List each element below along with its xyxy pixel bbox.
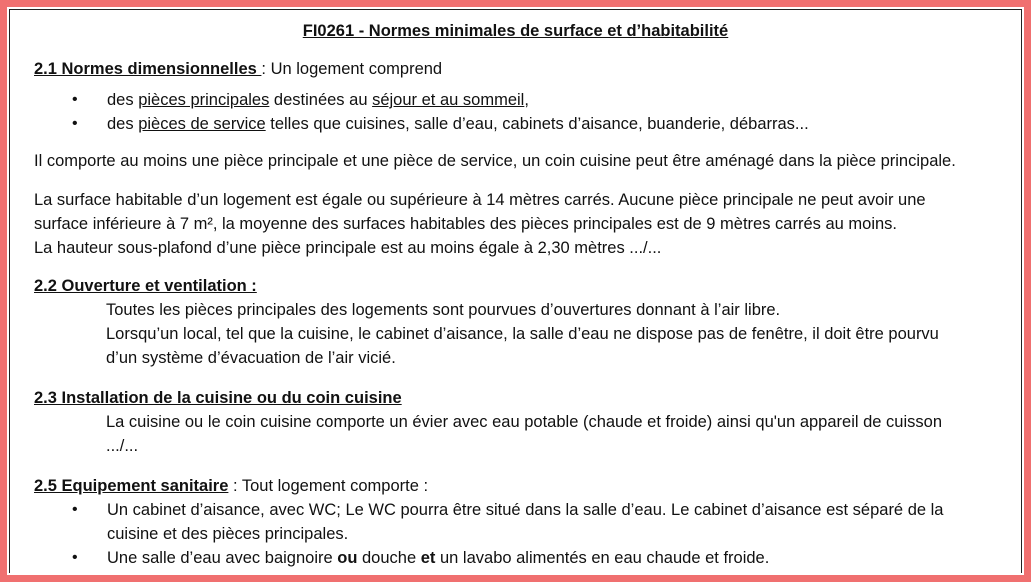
text-run: telles que cuisines, salle d’eau, cabinets d’aisance, buanderie, débarras... [265,115,809,133]
paragraph: Il comporte au moins une pièce principale et une pièce de service, un coin cuisine peut être aménagé dans la pièce principale. [34,152,956,170]
paragraph-line: La surface habitable d’un logement est égale ou supérieure à 14 mètres carrés. Aucune pièce principale ne peut avoir une [34,191,926,209]
bullet-icon: • [72,501,78,518]
text-run: pièces de service [138,115,266,133]
text-run: , [524,91,529,109]
paragraph-line: Lorsqu’un local, tel que la cuisine, le cabinet d’aisance, la salle d’eau ne dispose pas de fenêtre, il doit être pourvu [106,325,939,343]
text-run: ou [337,549,358,567]
section-2-1-intro: : Un logement comprend [261,60,443,78]
section-2-5-intro: : Tout logement comporte : [228,477,429,495]
section-2-2-heading: 2.2 Ouverture et ventilation : [34,277,257,295]
text-run: des [107,91,139,109]
paragraph-line: La hauteur sous-plafond d’une pièce principale est au moins égale à 2,30 mètres .../... [34,239,662,257]
text-run: un lavabo alimentés en eau chaude et froide. [435,549,770,567]
section-2-1-heading: 2.1 Normes dimensionnelles [34,60,262,78]
section-2-5-heading-line [34,475,428,497]
list-item [107,547,769,569]
bullet-icon: • [72,91,78,108]
bullet-icon: • [72,549,78,566]
text-run: séjour et au sommeil [372,91,525,109]
paragraph-line: .../... [106,437,139,455]
list-item: Un cabinet d’aisance, avec WC; Le WC pourra être situé dans la salle d’eau. Le cabinet d’aisance est séparé de la [107,501,944,519]
paragraph-line: La cuisine ou le coin cuisine comporte un évier avec eau potable (chaude et froide) ainsi qu'un appareil de cuisson [106,413,943,431]
list-item-continuation: cuisine et des pièces principales. [107,525,349,543]
text-run: et [420,549,436,567]
text-run: douche [357,549,421,567]
list-item [107,89,529,111]
text-run: destinées au [269,91,373,109]
paragraph-line: surface inférieure à 7 m², la moyenne des surfaces habitables des pièces principales est de 9 mètres carrés au moins. [34,215,898,233]
section-2-5-heading: 2.5 Equipement sanitaire [34,477,229,495]
paragraph-line: Toutes les pièces principales des logements sont pourvues d’ouvertures donnant à l’air libre. [106,301,781,319]
text-run: pièces principales [138,91,270,109]
section-2-1-heading-line [34,58,442,80]
section-2-3-heading: 2.3 Installation de la cuisine ou du coin cuisine [34,389,402,407]
text-run: Une salle d’eau avec baignoire [107,549,338,567]
document-body [9,9,1022,573]
text-run: des [107,115,139,133]
bullet-icon: • [72,115,78,132]
paragraph-line: d’un système d’évacuation de l’air vicié. [106,349,396,367]
list-item [107,113,809,135]
document-title: FI0261 - Normes minimales de surface et d’habitabilité [302,22,729,40]
